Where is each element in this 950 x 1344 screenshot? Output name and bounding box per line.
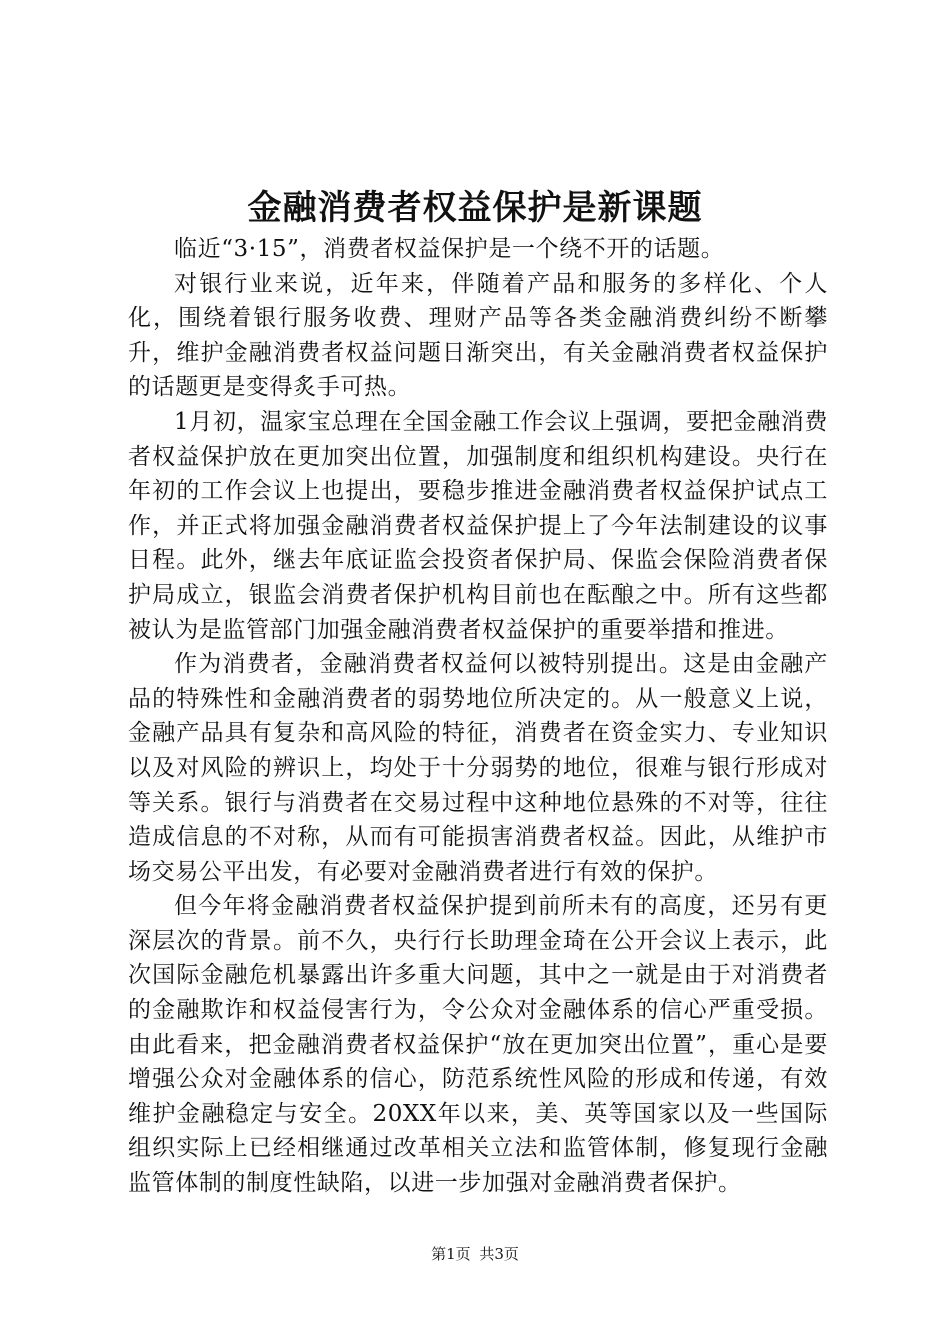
paragraph-2: 对银行业来说，近年来，伴随着产品和服务的多样化、个人化，围绕着银行服务收费、理财产品等各类金融消费纠纷不断攀升，维护金融消费者权益问题日渐突出，有关金融消费者权益保护的话题更是变得炙手可热。 [128, 270, 828, 401]
paragraph-1: 临近“3·15”，消费者权益保护是一个绕不开的话题。 [174, 236, 725, 262]
page-footer [0, 1244, 950, 1264]
document-title: 金融消费者权益保护是新课题 [247, 188, 703, 228]
paragraph-5: 但今年将金融消费者权益保护提到前所未有的高度，还另有更深层次的背景。前不久，央行行长助理金琦在公开会议上表示，此次国际金融危机暴露出许多重大问题，其中之一就是由于对消费者的金融欺诈和权益侵害行为，令公众对金融体系的信心严重受损。由此看来，把金融消费者权益保护“放在更加突出位置”，重心是要增强公众对金融体系的信心，防范系统性风险的形成和传递，有效维护金融稳定与安全。20XX年以来，美、英等国家以及一些国际组织实际上已经相继通过改革相关立法和监管体制，修复现行金融监管体制的制度性缺陷，以进一步加强对金融消费者保护。 [128, 893, 828, 1197]
document-body [128, 232, 828, 1201]
page-number: 第1页 [431, 1245, 471, 1263]
paragraph-3: 1月初，温家宝总理在全国金融工作会议上强调，要把金融消费者权益保护放在更加突出位置，加强制度和组织机构建设。央行在年初的工作会议上也提出，要稳步推进金融消费者权益保护试点工作，并正式将加强金融消费者权益保护提上了今年法制建设的议事日程。此外，继去年底证监会投资者保护局、保监会保险消费者保护局成立，银监会消费者保护机构目前也在酝酿之中。所有这些都被认为是监管部门加强金融消费者权益保护的重要举措和推进。 [128, 408, 828, 643]
page-total: 共3页 [479, 1245, 519, 1263]
paragraph-4: 作为消费者，金融消费者权益何以被特别提出。这是由金融产品的特殊性和金融消费者的弱势地位所决定的。从一般意义上说，金融产品具有复杂和高风险的特征，消费者在资金实力、专业知识以及对风险的辨识上，均处于十分弱势的地位，很难与银行形成对等关系。银行与消费者在交易过程中这种地位悬殊的不对等，往往造成信息的不对称，从而有可能损害消费者权益。因此，从维护市场交易公平出发，有必要对金融消费者进行有效的保护。 [128, 651, 828, 885]
